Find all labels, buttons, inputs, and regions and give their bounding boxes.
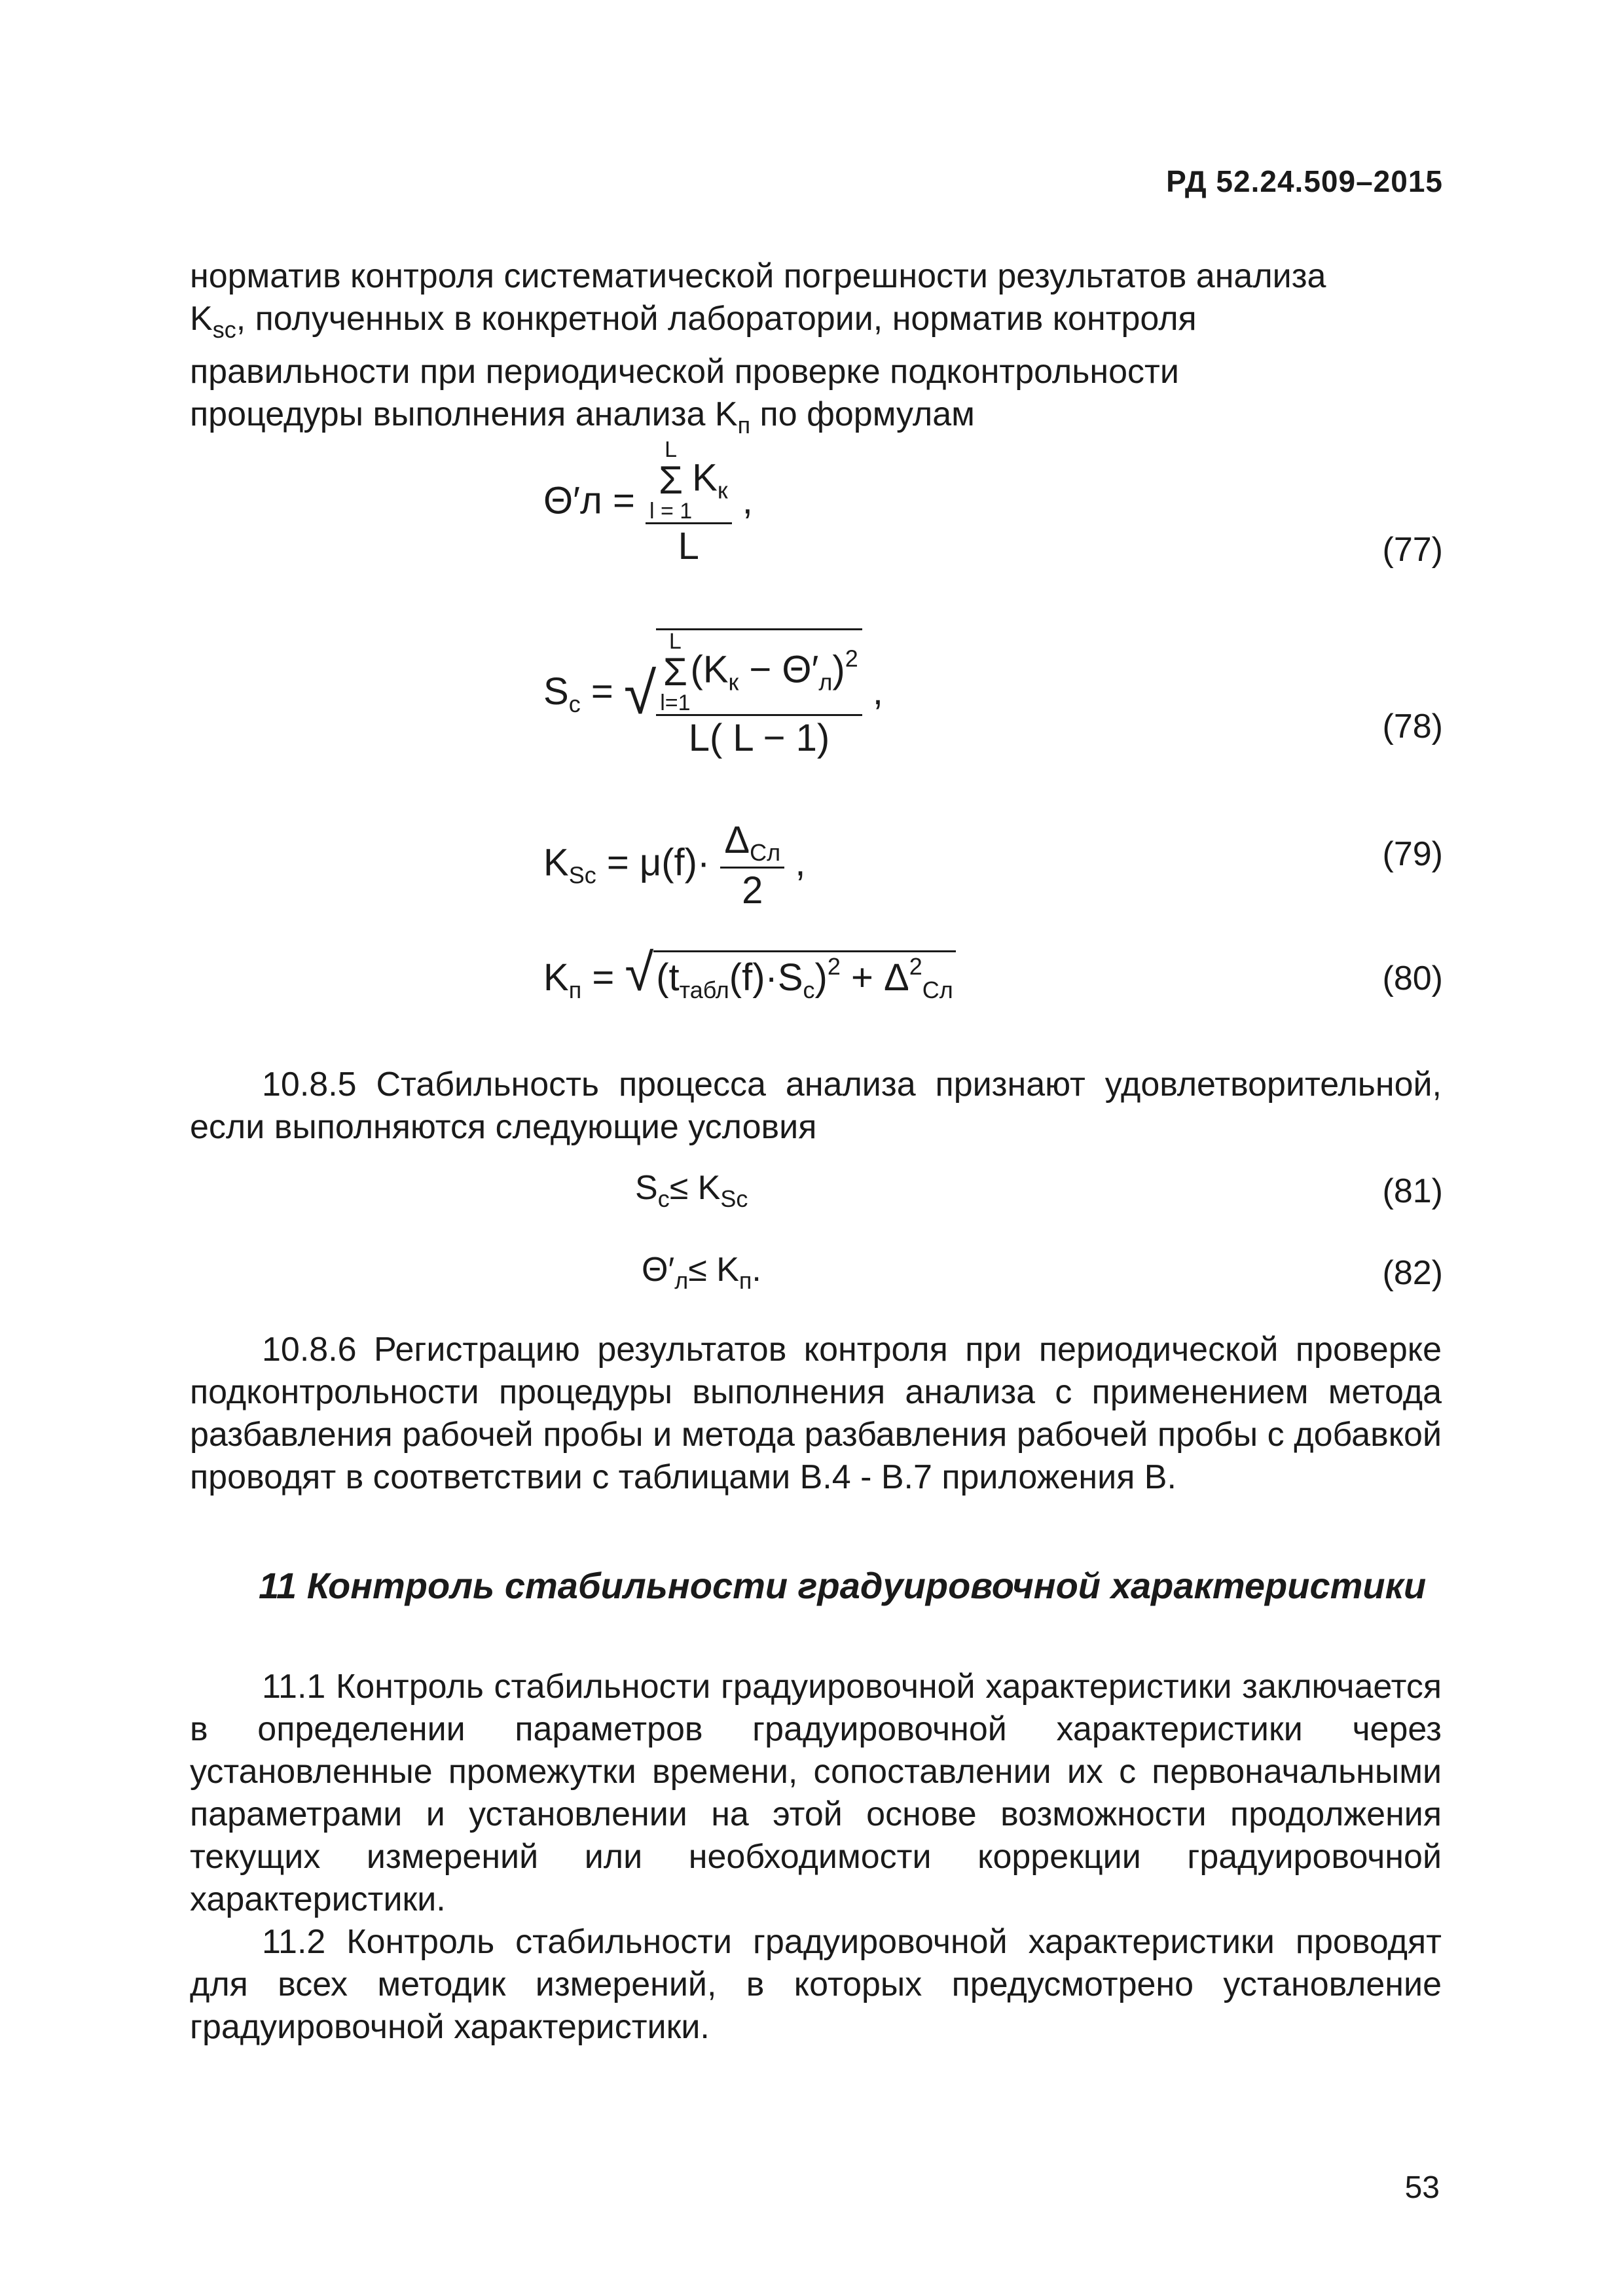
equation-number-77: (77) xyxy=(1382,531,1443,569)
equation-number-82: (82) xyxy=(1382,1254,1443,1292)
intro-line-1: норматив контроля систематической погрешности результатов анализа xyxy=(190,257,1326,295)
equation-number-78: (78) xyxy=(1382,708,1443,745)
formula-79-fraction: $\frac{\Delta_{Сл}}{2}$ xyxy=(720,818,784,912)
intro-line-3: правильности при периодической проверке подконтрольности xyxy=(190,353,1179,391)
formula-81: $S_c\le K_{Sc}$ xyxy=(635,1169,748,1212)
intro-paragraph xyxy=(190,255,1442,446)
formula-77-fraction: L Σ l = 1 $K_к$ L xyxy=(646,439,732,568)
equation-number-80: (80) xyxy=(1382,960,1443,997)
section-heading-11: 11 Контроль стабильности градуировочной характеристики xyxy=(259,1565,1427,1606)
equation-number-79: (79) xyxy=(1382,835,1443,873)
formula-79: $K_{Sc} = \mu(f)\cdot$ $\frac{\Delta_{Сл}}{2}$ , xyxy=(543,819,806,912)
paragraph-10-8-5: 10.8.5 Стабильность процесса анализа признают удовлетворительной, если выполняются следующие условия xyxy=(190,1066,1442,1146)
formula-80-radicand: $(t_{табл}(f)\cdot S_c)^2 + \Delta^2_{Сл}$ xyxy=(653,950,956,999)
paragraph-11-1: 11.1 Контроль стабильности градуировочной характеристики заключается в определении параметров градуировочной характеристики через установленные промежутки времени, сопоставлении их с первоначальными параметрами и установлении на этой основе возможности продолжения текущих измерений или необходимости коррекции градуировочной характеристики. xyxy=(190,1668,1442,1918)
formula-80: $K_п = √(t_{табл}(f)\cdot S_c)^2 + \Delta^2_{Сл}$ xyxy=(543,942,956,1004)
formula-82: $\Theta'_л\le K_п$. xyxy=(642,1251,761,1294)
intro-line-4: процедуры выполнения анализа $K_п$ по формулам xyxy=(190,395,975,439)
formula-77: Θ′л = L Σ l = 1 $K_к$ L , xyxy=(543,437,753,567)
equation-number-81: (81) xyxy=(1382,1172,1443,1210)
page-number: 53 xyxy=(1404,2170,1440,2205)
document-header: РД 52.24.509–2015 xyxy=(1166,164,1443,198)
paragraph-11-2: 11.2 Контроль стабильности градуировочной характеристики проводят для всех методик измерений, в которых предусмотрено установление градуировочной характеристики. xyxy=(190,1923,1442,2046)
formula-78-fraction: L Σ l=1 $(K_к - \Theta'_л)^2$ L( L − 1) xyxy=(656,628,862,760)
paragraph-10-8-6: 10.8.6 Регистрацию результатов контроля при периодической проверке подконтрольности процедуры выполнения анализа с применением метода разбавления рабочей пробы и метода разбавления рабочей пробы с добавкой проводят в соответствии с таблицами В.4 - В.7 приложения В. xyxy=(190,1331,1442,1496)
intro-line-2: $K_{sc}$, полученных в конкретной лаборатории, норматив контроля xyxy=(190,300,1197,343)
formula-78: $S_c$ = √ L Σ l=1 $(K_к - \Theta'_л)^2$ L( L − 1) , xyxy=(543,629,884,759)
